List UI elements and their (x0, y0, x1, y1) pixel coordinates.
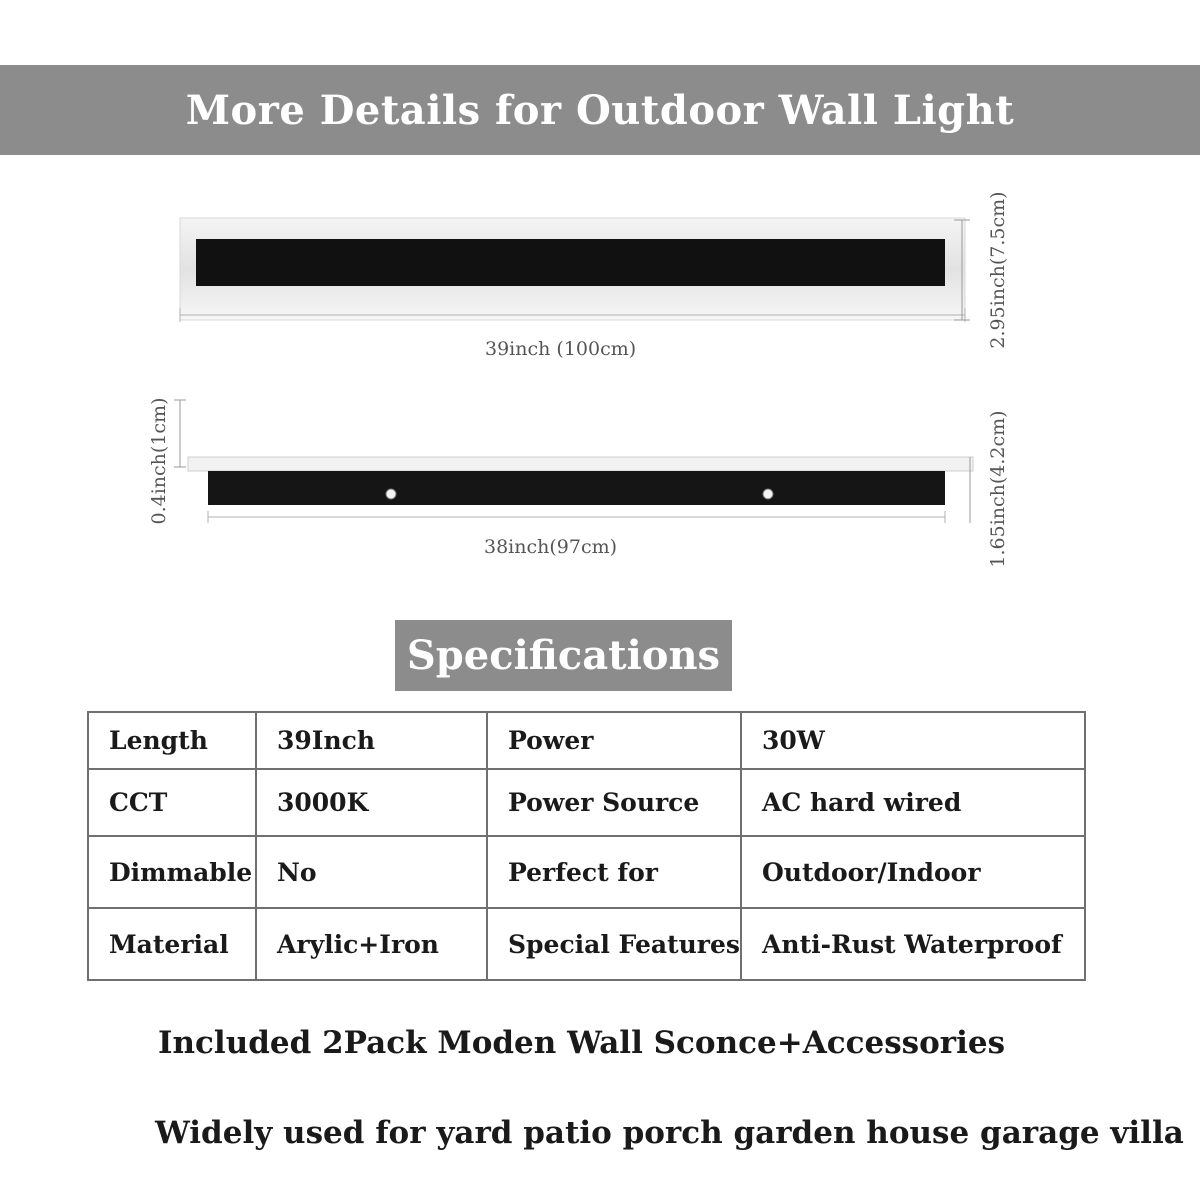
spec-value: Outdoor/Indoor (741, 836, 1085, 908)
usage-note: Widely used for yard patio porch garden house garage villa (155, 1115, 1184, 1151)
front-width-label: 39inch (100cm) (485, 338, 637, 360)
spec-value: 30W (741, 712, 1085, 769)
table-row (88, 908, 1085, 980)
spec-value: Arylic+Iron (256, 908, 487, 980)
table-row (88, 712, 1085, 769)
specifications-title: Specifications (406, 632, 721, 679)
included-note: Included 2Pack Moden Wall Sconce+Accessories (158, 1025, 1006, 1061)
spec-label: CCT (88, 769, 256, 836)
table-row (88, 836, 1085, 908)
specifications-banner (395, 620, 732, 691)
side-height-label: 1.65inch(4.2cm) (987, 410, 1009, 568)
front-panel (196, 239, 945, 286)
spec-label: Material (88, 908, 256, 980)
side-body (208, 471, 945, 505)
title-banner (0, 65, 1200, 155)
side-width-label: 38inch(97cm) (484, 536, 618, 558)
side-top-plate (188, 457, 973, 471)
front-height-label: 2.95inch(7.5cm) (987, 191, 1009, 349)
spec-label: Special Features (487, 908, 741, 980)
spec-value: No (256, 836, 487, 908)
spec-value: 39Inch (256, 712, 487, 769)
spec-label: Dimmable (88, 836, 256, 908)
page-title: More Details for Outdoor Wall Light (185, 86, 1015, 134)
screw-hole-right (763, 489, 773, 499)
spec-value: 3000K (256, 769, 487, 836)
spec-value: Anti-Rust Waterproof (741, 908, 1085, 980)
spec-label: Length (88, 712, 256, 769)
spec-label: Power (487, 712, 741, 769)
spec-value: AC hard wired (741, 769, 1085, 836)
table-row (88, 769, 1085, 836)
side-view-diagram (170, 395, 980, 525)
front-height-bracket (952, 218, 972, 322)
screw-hole-left (386, 489, 396, 499)
spec-label: Power Source (487, 769, 741, 836)
side-depth-label: 0.4inch(1cm) (148, 397, 170, 525)
spec-label: Perfect for (487, 836, 741, 908)
specifications-table (87, 711, 1086, 981)
front-view-diagram (170, 200, 970, 330)
